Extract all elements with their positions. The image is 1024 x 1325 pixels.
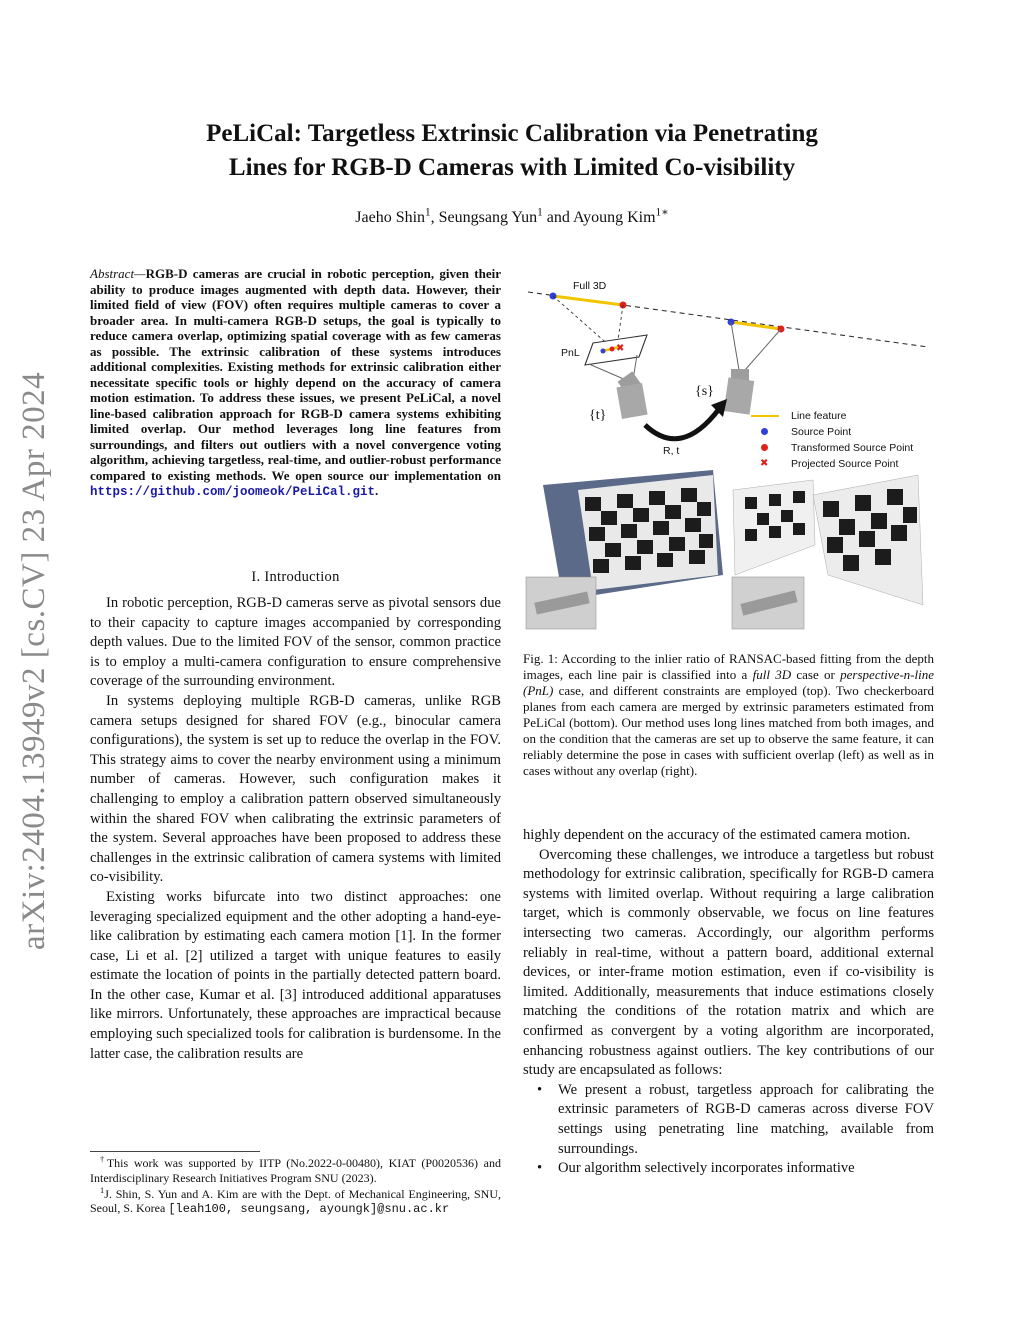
contribution-list <box>523 1081 934 1179</box>
paragraph: highly dependent on the accuracy of the estimated camera motion. <box>523 827 911 843</box>
title-line-1: PeLiCal: Targetless Extrinsic Calibration via Penetrating <box>206 120 818 147</box>
arxiv-identifier: arXiv:2404.13949v2 [cs.CV] 23 Apr 2024 <box>16 371 52 950</box>
footnote-funding <box>90 1156 501 1186</box>
author-name: Ayoung Kim <box>572 209 656 226</box>
affiliation-mark: 1 <box>425 206 431 219</box>
right-column-body <box>523 826 934 1179</box>
footnote-affiliation <box>90 1187 501 1218</box>
frustum-edge <box>731 322 739 370</box>
paragraph: In systems deploying multiple RGB-D cameras, unlike RGB camera setups designed for shared FOV (e.g., binocular camera configurations), the system is set up to reduce the overlap in the FOV. This strategy aims to cover the nearby environment using a minimum number of cameras. However, such configuration makes it challenging to employ a calibration pattern observed simultaneously within the shared FOV when calibrating the extrinsic parameters of the system. Several approaches have been proposed to address these challenges in the extrinsic calibration of camera systems with limited co-visibility. <box>90 692 501 886</box>
legend-label: Line feature <box>791 410 847 422</box>
label-full3d: Full 3D <box>573 280 607 292</box>
label-frame-s: {s} <box>695 384 714 399</box>
caption-text: case, and different constraints are employed (top). Two checkerboard planes from each camera are merged by extrinsic parameters estimated from PeLiCal (bottom). Our method uses long lines matched from both images, and on the condition that the cameras are set up to observe the same feature, it can reliably determine the pose in cases with sufficient overlap (left) as well as in cases without any overlap (right). <box>523 683 935 778</box>
camera-body-s <box>724 377 754 414</box>
affiliation-mark: 1∗ <box>655 206 669 219</box>
footnote-rule <box>90 1151 260 1152</box>
frustum-edge <box>745 329 781 370</box>
legend-cross-icon: ✖ <box>760 458 769 469</box>
caption-emphasis: full 3D <box>752 667 792 682</box>
title-line-2: Lines for RGB-D Cameras with Limited Co-visibility <box>228 154 796 181</box>
figure-1 <box>523 275 934 635</box>
label-frame-t: {t} <box>589 408 607 423</box>
left-column-body <box>90 594 501 1064</box>
footnote-text: J. Shin, S. Yun and A. Kim are with the Dept. of Mechanical Engineering, SNU, Seoul, S. Korea <box>90 1186 501 1216</box>
frustum-edge <box>589 364 626 380</box>
abstract <box>90 266 501 501</box>
legend-label: Projected Source Point <box>791 458 899 470</box>
caption-text: Fig. 1: According to the inlier ratio of RANSAC-based fitting from the depth images, each line pair is classified into a <box>523 651 934 682</box>
legend-dot-blue <box>761 428 768 435</box>
abstract-lead: Abstract— <box>90 266 146 281</box>
caption-emphasis: perspective-n-line (PnL) <box>523 667 934 698</box>
camera-rig-photo-left <box>526 577 596 629</box>
transformed-source-point <box>610 347 615 352</box>
legend-dot-red <box>761 444 768 451</box>
legend-label: Transformed Source Point <box>791 442 914 454</box>
paragraph: Existing works bifurcate into two distinct approaches: one leveraging specialized equipment and the other adopting a hand-eye-like calibration by estimating each camera motion [1]. In the former case, Li et al. [2] utilized a target with unique features to easily estimate the location of points in the partially detected pattern board. In the other case, Kumar et al. [3] introduced additional apparatuses like mirrors. Unfortunately, these approaches are impractical because employing such specialized tools for calibration is burdensome. In the latter case, the calibration results are <box>90 888 501 1062</box>
section-heading: I. Introduction <box>251 569 340 585</box>
github-link[interactable]: https://github.com/joomeok/PeLiCal.git <box>90 485 376 499</box>
footnote-mark: 1 <box>100 1185 105 1195</box>
label-rt: R, t <box>663 445 680 457</box>
list-item: • Our algorithm selectively incorporates informative <box>523 1159 934 1179</box>
footnote-text: This work was supported by IITP (No.2022-0-00480), KIAT (P0020536) and Interdisciplinary Research Initiatives Program SNU (2023). <box>90 1156 501 1185</box>
footnote-mark: † <box>100 1155 107 1164</box>
legend-label: Source Point <box>791 426 852 438</box>
abstract-text: RGB-D cameras are crucial in robotic perception, given their ability to produce images augmented with depth data. However, their limited field of view (FOV) often requires multiple cameras to cover a broader area. In multi-camera RGB-D setups, the goal is typically to reduce camera overlap, optimizing spatial coverage with as few cameras as possible. The extrinsic calibration of these systems introduces additional complexities. Existing methods for extrinsic calibration either necessitate specific tools or highly depend on the accuracy of camera motion estimation. To address these issues, we present PeLiCal, a novel line-based calibration approach for RGB-D camera systems exhibiting limited overlap. Our method leverages long line features from surroundings, and filters out outliers with a novel convergence voting algorithm, achieving targetless, real-time, and outlier-robust performance compared to existing methods. We open source our implementation on <box>90 266 501 483</box>
paragraph: Overcoming these challenges, we introduce a targetless but robust methodology for extrinsic calibration, specifically for RGB-D camera systems with limited overlap. Without requiring a large calibration target, which is commonly observable, we focus on line features intersecting two cameras. Accordingly, our algorithm performs reliably in real-time, without a pattern board, additional external devices, or inter-frame motion estimation, even if co-visibility is limited. Additionally, measurements that induce estimations closely matching the conditions of the rotation matrix and which are confirmed as convergent by a voting algorithm are incorporated, enhancing robustness against outliers. The key contributions of our study are encapsulated as follows: <box>523 846 934 1079</box>
line-feature-left <box>553 296 623 305</box>
figure-legend <box>751 408 913 472</box>
legend-line-swatch <box>751 415 779 417</box>
source-point <box>601 349 606 354</box>
legend-item <box>751 456 913 472</box>
label-pnl: PnL <box>561 347 580 359</box>
legend-item <box>751 424 913 440</box>
paragraph: In robotic perception, RGB-D cameras serve as pivotal sensors due to their capacity to capture images accompanied by corresponding depth values. Due to the limited FOV of the sensor, common practice is to employ a multi-camera configuration to ensure comprehensive coverage of the surrounding environment. <box>90 595 501 690</box>
camera-body-t <box>616 383 647 419</box>
footnotes <box>90 1151 501 1218</box>
list-item: • We present a robust, targetless approach for calibrating the extrinsic parameters of RGB-D cameras across diverse FOV settings using penetrating line matching, available from surroundings. <box>523 1081 934 1159</box>
transform-arrow <box>645 409 719 439</box>
figure-caption <box>523 651 934 779</box>
author-name: Jaeho Shin <box>355 209 426 226</box>
author-emails: [leah100, seungsang, ayoungk]@snu.ac.kr <box>168 1202 450 1217</box>
author-conjunction: and <box>546 209 570 226</box>
author-name: Seungsang Yun <box>438 209 538 226</box>
legend-item <box>751 440 913 456</box>
projected-marker: ✖ <box>616 343 625 354</box>
abstract-end: . <box>375 483 379 498</box>
author-line: Jaeho Shin$^1$, Seungsang Yun$^1$ and Ayoung Kim$^{1∗}$ <box>355 206 669 226</box>
caption-text: case or <box>796 667 835 682</box>
affiliation-mark: 1 <box>537 206 543 219</box>
legend-item <box>751 408 913 424</box>
camera-rig-photo-right <box>732 577 804 629</box>
paper-title <box>100 117 924 185</box>
